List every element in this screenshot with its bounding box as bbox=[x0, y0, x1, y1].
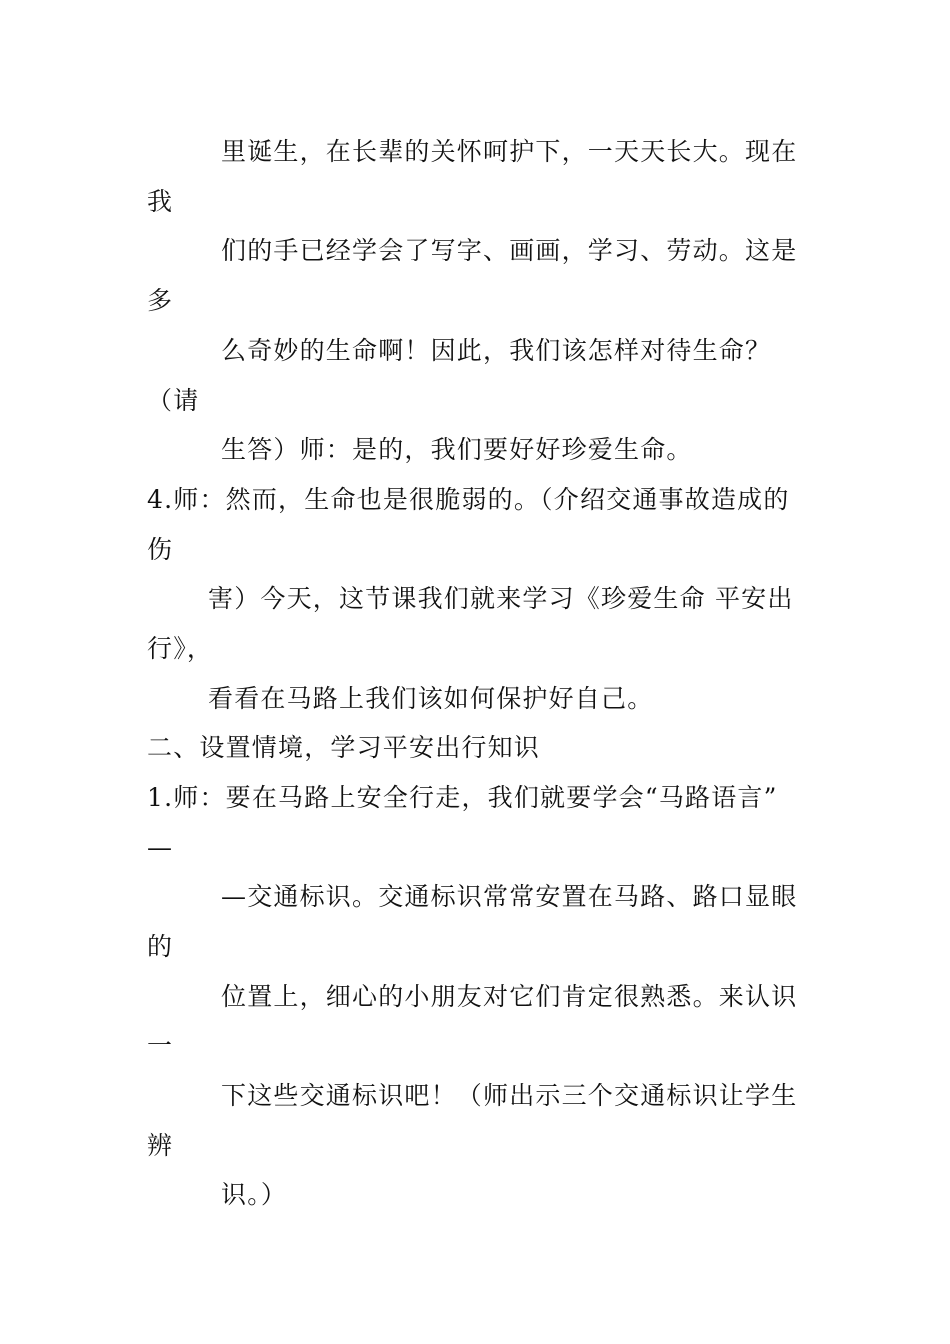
text-line: 行》， bbox=[147, 634, 214, 663]
text-line: 辨 bbox=[147, 1131, 174, 1160]
text-line: 们的手已经学会了写字、画画，学习、劳动。这是 bbox=[221, 236, 798, 265]
text-line: 一 bbox=[147, 1031, 174, 1060]
text-line: 1.师：要在马路上安全行走，我们就要学会“马路语言” bbox=[147, 783, 778, 812]
text-line: 害）今天，这节课我们就来学习《珍爱生命 平安出 bbox=[208, 584, 794, 613]
section-heading: 二、设置情境，学习平安出行知识 bbox=[147, 733, 541, 762]
text-line: 么奇妙的生命啊！因此，我们该怎样对待生命？ bbox=[221, 336, 772, 365]
text-line: 生答）师：是的，我们要好好珍爱生命。 bbox=[221, 435, 693, 464]
text-line: 下这些交通标识吧！（师出示三个交通标识让学生 bbox=[221, 1081, 798, 1110]
text-line: — bbox=[147, 833, 174, 862]
text-line: 里诞生，在长辈的关怀呵护下，一天天长大。现在 bbox=[221, 137, 798, 166]
text-line: （请 bbox=[147, 386, 200, 415]
text-line: 伤 bbox=[147, 535, 174, 564]
text-line: —交通标识。交通标识常常安置在马路、路口显眼 bbox=[221, 882, 798, 911]
text-line: 识。） bbox=[221, 1180, 288, 1209]
text-line: 看看在马路上我们该如何保护好自己。 bbox=[208, 684, 654, 713]
text-line: 我 bbox=[147, 187, 174, 216]
text-line: 多 bbox=[147, 286, 174, 315]
text-line: 4.师：然而，生命也是很脆弱的。（介绍交通事故造成的 bbox=[147, 485, 790, 514]
text-line: 位置上，细心的小朋友对它们肯定很熟悉。来认识 bbox=[221, 982, 798, 1011]
text-line: 的 bbox=[147, 932, 174, 961]
